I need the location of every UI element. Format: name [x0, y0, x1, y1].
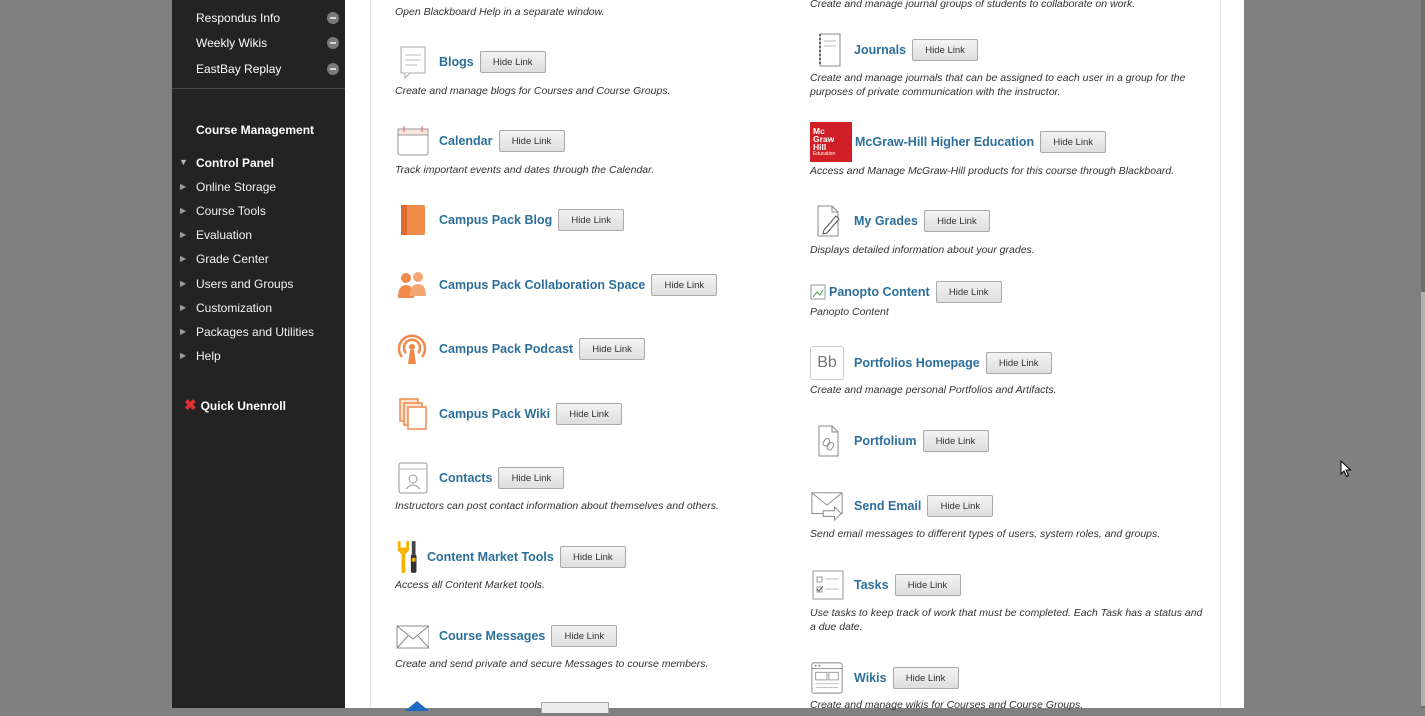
sidebar-link-respondus-info[interactable]: Respondus Info — [196, 11, 281, 25]
tool-description: Track important events and dates through the Calendar. — [395, 164, 655, 176]
tool-description: Access and Manage McGraw-Hill products for this course through Blackboard. — [810, 165, 1175, 177]
course-menu-sidebar — [172, 0, 345, 708]
course-management-title: Course Management — [196, 123, 315, 137]
scrollbar-thumb[interactable] — [1421, 292, 1425, 706]
mcgraw-hill-logo-icon — [810, 122, 852, 162]
tool-link-my-grades[interactable]: My Grades — [854, 214, 918, 228]
tool-link-course-messages[interactable]: Course Messages — [439, 629, 546, 643]
tool-description: Create and send private and secure Messages to course members. — [395, 658, 709, 670]
nav-help[interactable]: Help — [196, 349, 221, 363]
red-x-icon: ✖ — [184, 397, 197, 414]
tool-link-campus-pack-collaboration-space[interactable]: Campus Pack Collaboration Space — [439, 278, 646, 292]
collapse-circle-icon[interactable] — [327, 37, 339, 49]
tool-description: Open Blackboard Help in a separate window. — [395, 6, 605, 18]
messages-icon — [395, 619, 429, 653]
hide-link-button[interactable]: Hide Link — [893, 667, 959, 689]
tool-link-calendar[interactable]: Calendar — [439, 134, 493, 148]
tool-link-portfolios-homepage[interactable]: Portfolios Homepage — [854, 356, 980, 370]
collapsed-triangle-icon[interactable]: ▶ — [180, 303, 187, 312]
tool-description: Displays detailed information about your grades. — [810, 244, 1035, 256]
portfolios-bb-icon: Bb — [810, 346, 844, 380]
tool-link-mcgraw-hill[interactable]: McGraw-Hill Higher Education — [855, 135, 1035, 149]
collapsed-triangle-icon[interactable]: ▶ — [180, 182, 187, 191]
tool-link-blogs[interactable]: Blogs — [439, 55, 474, 69]
campus-pack-blog-icon — [395, 203, 429, 237]
campus-pack-wiki-icon — [395, 397, 429, 431]
tool-description: Send email messages to different types of users, system roles, and groups. — [810, 528, 1161, 540]
logo-text-hill: Hill — [813, 142, 827, 152]
tasks-icon — [810, 568, 844, 602]
portfolium-icon — [810, 424, 844, 458]
mouse-cursor-icon — [1340, 460, 1352, 478]
hide-link-button[interactable]: Hide Link — [936, 281, 1002, 303]
hide-link-button[interactable]: Hide Link — [480, 51, 546, 73]
tool-link-portfolium[interactable]: Portfolium — [854, 434, 917, 448]
nav-grade-center[interactable]: Grade Center — [196, 252, 269, 266]
nav-customization[interactable]: Customization — [196, 301, 273, 315]
hide-link-button[interactable]: Hide Link — [560, 546, 626, 568]
contacts-icon — [395, 461, 429, 495]
hide-link-button[interactable]: Hide Link — [927, 495, 993, 517]
hide-link-button[interactable]: Hide Link — [558, 209, 624, 231]
logo-text-education: Education — [813, 151, 836, 157]
nav-users-and-groups[interactable]: Users and Groups — [196, 277, 294, 291]
tool-link-send-email[interactable]: Send Email — [854, 499, 922, 513]
tool-link-campus-pack-wiki[interactable]: Campus Pack Wiki — [439, 407, 551, 421]
hide-link-button[interactable]: Hide Link — [579, 338, 645, 360]
collaboration-icon — [395, 268, 429, 302]
collapsed-triangle-icon[interactable]: ▶ — [180, 327, 187, 336]
hide-link-button[interactable]: Hide Link — [924, 210, 990, 232]
tool-link-campus-pack-blog[interactable]: Campus Pack Blog — [439, 213, 553, 227]
tool-link-campus-pack-podcast[interactable]: Campus Pack Podcast — [439, 342, 574, 356]
podcast-icon — [395, 332, 429, 366]
logo-text-mc: Mc — [813, 126, 825, 136]
hide-link-button[interactable]: Hide Link — [499, 130, 565, 152]
tool-description: Create and manage journals that can be assigned to each user in a group for the purposes of private communication with the instructor. — [810, 72, 1186, 98]
nav-online-storage[interactable]: Online Storage — [196, 180, 277, 194]
collapse-circle-icon[interactable] — [327, 12, 339, 24]
hide-link-button[interactable]: Hide Link — [912, 39, 978, 61]
grades-icon — [810, 204, 844, 238]
collapsed-triangle-icon[interactable]: ▶ — [180, 351, 187, 360]
hide-link-button[interactable]: Hide Link — [986, 352, 1052, 374]
control-panel-label[interactable]: Control Panel — [196, 156, 275, 170]
sidebar-divider — [172, 88, 345, 89]
tool-description: Create and manage blogs for Courses and Course Groups. — [395, 85, 671, 97]
quick-unenroll-link[interactable] — [184, 399, 286, 413]
tool-link-panopto-content[interactable]: Panopto Content — [829, 285, 930, 299]
broken-image-icon — [810, 284, 826, 300]
tool-description: Create and manage wikis for Courses and Course Groups. — [810, 699, 1084, 711]
hide-link-button[interactable]: Hide Link — [923, 430, 989, 452]
collapse-circle-icon[interactable] — [327, 63, 339, 75]
blog-icon — [395, 45, 429, 79]
hide-link-button[interactable]: Hide Link — [651, 274, 717, 296]
sidebar-link-eastbay-replay[interactable]: EastBay Replay — [196, 62, 282, 76]
sidebar-link-weekly-wikis[interactable]: Weekly Wikis — [196, 36, 268, 50]
tool-link-contacts[interactable]: Contacts — [439, 471, 493, 485]
hide-link-button[interactable]: Hide Link — [1040, 131, 1106, 153]
tool-description: Use tasks to keep track of work that must be completed. Each Task has a status and a due date. — [810, 607, 1203, 633]
collapsed-triangle-icon[interactable]: ▶ — [180, 279, 187, 288]
tool-description: Instructors can post contact information about themselves and others. — [395, 500, 719, 512]
journal-icon — [810, 33, 844, 67]
tool-description: Create and manage journal groups of students to collaborate on work. — [810, 0, 1136, 10]
wikis-icon — [810, 661, 844, 695]
partial-blue-icon — [401, 699, 437, 711]
tool-link-wikis[interactable]: Wikis — [854, 671, 887, 685]
calendar-icon — [395, 124, 429, 158]
collapsed-triangle-icon[interactable]: ▶ — [180, 254, 187, 263]
logo-text-graw: Graw — [813, 134, 835, 144]
nav-packages-and-utilities[interactable]: Packages and Utilities — [196, 325, 315, 339]
quick-unenroll-label: Quick Unenroll — [200, 399, 286, 413]
hide-link-button[interactable]: Hide Link — [498, 467, 564, 489]
nav-evaluation[interactable]: Evaluation — [196, 228, 253, 242]
tool-description: Panopto Content — [810, 306, 889, 318]
expanded-triangle-icon[interactable]: ▼ — [179, 157, 188, 167]
tool-link-content-market-tools[interactable]: Content Market Tools — [427, 550, 554, 564]
tool-description: Access all Content Market tools. — [395, 579, 545, 591]
tool-description: Create and manage personal Portfolios and Artifacts. — [810, 384, 1057, 396]
tool-item-partial — [401, 698, 437, 716]
tools-icon — [395, 540, 423, 574]
hide-link-button[interactable]: Hide Link — [895, 574, 961, 596]
tool-link-tasks[interactable]: Tasks — [854, 578, 889, 592]
tool-link-journals[interactable]: Journals — [854, 43, 907, 57]
nav-course-tools[interactable]: Course Tools — [196, 204, 266, 218]
collapsed-triangle-icon[interactable]: ▶ — [180, 206, 187, 215]
hide-link-button[interactable]: Hide Link — [556, 403, 622, 425]
hide-link-button[interactable]: Hide Link — [551, 625, 617, 647]
email-icon — [810, 489, 844, 523]
collapsed-triangle-icon[interactable]: ▶ — [180, 230, 187, 239]
